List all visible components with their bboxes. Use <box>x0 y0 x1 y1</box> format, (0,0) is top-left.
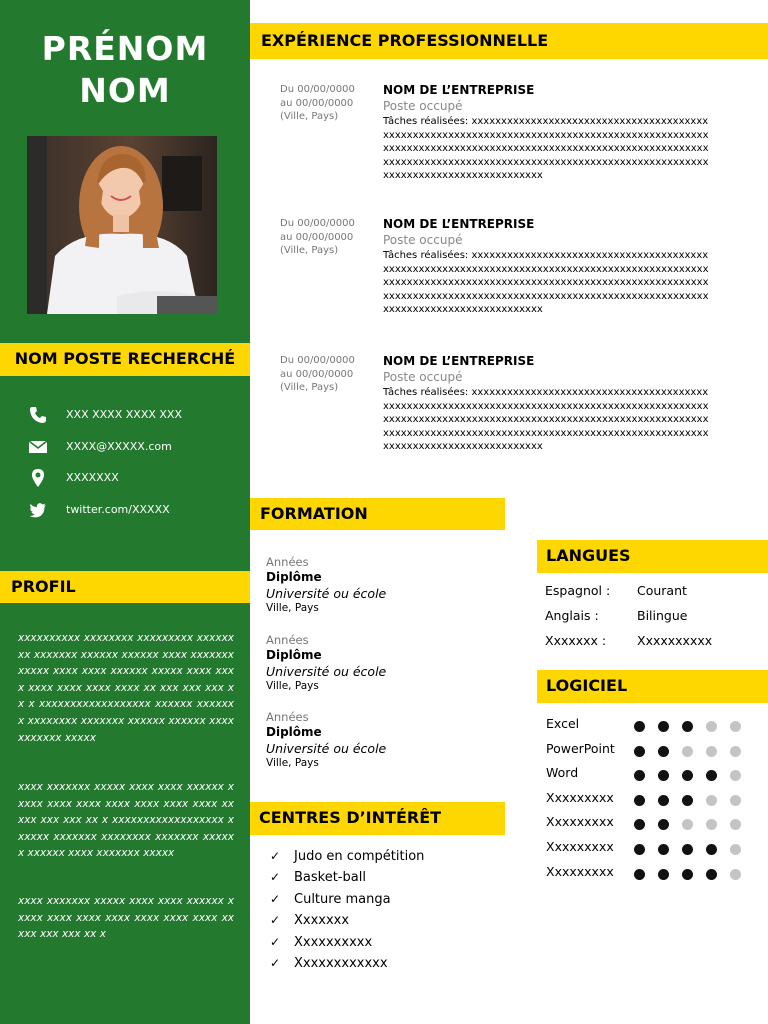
experience-heading: EXPÉRIENCE PROFESSIONNELLE <box>250 23 768 59</box>
software-name: Xxxxxxxxx <box>546 814 614 830</box>
software-name: Excel <box>546 716 580 731</box>
rating-dot-filled <box>658 844 669 855</box>
experience-dates <box>280 217 375 258</box>
place: (Ville, Pays) <box>280 245 339 256</box>
rating-dot-filled <box>682 869 693 880</box>
interest-label: Judo en compétition <box>294 849 425 864</box>
position: Poste occupé <box>383 99 463 113</box>
envelope-icon <box>28 437 48 457</box>
checkmark-icon: ✓ <box>270 891 281 906</box>
twitter-text: twitter.com/XXXXX <box>66 503 170 516</box>
tasks: Tâches réalisées: xxxxxxxxxxxxxxxxxxxxxxxxxxxxxxxxxxxxxxxxxxxxxxxxxxxxxxxxxxxxxxxxxxxxxxxxxxxxxxxxxxxxxxxxxxxxxxxxxxxxxxxxxxxxxxxxxxxxxxxxxxxxxxxxxxxxxxxxxxxxxxxxxxxxxxxxxxxxxxxxxxxxxxxxxxxxxxxxxxxxxxxxxxxxxxxxxxxxxxxxxxxxxxxxxxxxxxxxxxxxxxxxxxxxxxxx <box>383 387 709 452</box>
software-row <box>546 814 766 832</box>
rating-dot-empty <box>730 746 741 757</box>
company-name: NOM DE L’ENTREPRISE <box>383 354 535 368</box>
interest-label: Culture manga <box>294 891 391 907</box>
rating-dot-filled <box>634 770 645 781</box>
language-level: Courant <box>637 583 687 598</box>
language-level: Bilingue <box>637 608 688 623</box>
interest-item <box>270 953 500 974</box>
rating-dot-filled <box>706 869 717 880</box>
education-item <box>266 555 466 615</box>
interest-label: Xxxxxxxxxx <box>294 934 373 950</box>
education-location: Ville, Pays <box>266 680 319 692</box>
software-heading: LOGICIEL <box>537 670 768 703</box>
education-item <box>266 710 466 770</box>
experience-body <box>383 354 713 454</box>
rating-dot-filled <box>634 844 645 855</box>
checkmark-icon: ✓ <box>270 849 281 863</box>
position: Poste occupé <box>383 233 463 247</box>
education-degree: Diplôme <box>266 648 322 662</box>
rating-dot-filled <box>658 721 669 732</box>
education-years: Années <box>266 555 309 569</box>
rating-dot-empty <box>706 819 717 830</box>
rating-dot-filled <box>658 746 669 757</box>
location-text: XXXXXXX <box>66 471 119 484</box>
software-row <box>546 716 766 734</box>
rating-dot-empty <box>730 795 741 806</box>
software-name: PowerPoint <box>546 740 615 756</box>
rating-dot-filled <box>634 721 645 732</box>
place: (Ville, Pays) <box>280 111 339 122</box>
education-location: Ville, Pays <box>266 757 319 769</box>
profile-paragraph: xxxx xxxxxxx xxxxx xxxx xxxx xxxxxx xxxxx xxxx xxxx xxxx xxxx xxxx xxxx xx xxx xxx xxx xx x <box>18 895 234 941</box>
profile-heading: PROFIL <box>0 571 250 603</box>
date-from: Du 00/00/0000 <box>280 84 355 95</box>
rating-dot-filled <box>682 721 693 732</box>
place: (Ville, Pays) <box>280 382 339 393</box>
rating-dot-empty <box>706 746 717 757</box>
rating-dot-empty <box>706 721 717 732</box>
education-location: Ville, Pays <box>266 602 319 614</box>
job-title-banner: NOM POSTE RECHERCHÉ <box>0 343 250 376</box>
software-row <box>546 741 766 759</box>
first-name: PRÉNOM <box>41 29 209 68</box>
rating-dot-filled <box>682 844 693 855</box>
software-name: Xxxxxxxxx <box>546 839 614 854</box>
software-name: Xxxxxxxxx <box>546 863 614 879</box>
rating-dot-filled <box>706 770 717 781</box>
position: Poste occupé <box>383 370 463 384</box>
profile-photo <box>27 136 217 314</box>
rating-dot-filled <box>682 770 693 781</box>
tasks: Tâches réalisées: xxxxxxxxxxxxxxxxxxxxxxxxxxxxxxxxxxxxxxxxxxxxxxxxxxxxxxxxxxxxxxxxxxxxxxxxxxxxxxxxxxxxxxxxxxxxxxxxxxxxxxxxxxxxxxxxxxxxxxxxxxxxxxxxxxxxxxxxxxxxxxxxxxxxxxxxxxxxxxxxxxxxxxxxxxxxxxxxxxxxxxxxxxxxxxxxxxxxxxxxxxxxxxxxxxxxxxxxxxxxxxxxxxxxxxxx <box>383 116 709 181</box>
rating-dot-empty <box>682 819 693 830</box>
language-row <box>545 608 688 623</box>
education-school: Université ou école <box>266 664 387 679</box>
software-row <box>546 839 766 857</box>
education-years: Années <box>266 633 309 647</box>
rating-dot-empty <box>730 819 741 830</box>
profile-paragraph: xxxxxxxxxx xxxxxxxx xxxxxxxxx xxxxxxxx xxxxxxx xxxxxx xxxxxx xxxx xxxxxxx xxxxx xxxx xxxx xxxxxx xxxxx xxxx xxxx xxxx xxxx xxxx xxxx xx xxx xxx xxx xx x xxxxxxxxxxxxxxxxxx xxxxxx xxxxxxx xxxxxxxx xxxxxxx xxxxxx xxxxxx xxxx xxxxxxx xxxxx <box>18 632 234 744</box>
language-name: Espagnol : <box>545 583 611 598</box>
date-to: au 00/00/0000 <box>280 97 354 109</box>
rating-dot-filled <box>634 795 645 806</box>
rating-dot-empty <box>682 746 693 757</box>
language-row <box>545 583 687 598</box>
tasks: Tâches réalisées: xxxxxxxxxxxxxxxxxxxxxxxxxxxxxxxxxxxxxxxxxxxxxxxxxxxxxxxxxxxxxxxxxxxxxxxxxxxxxxxxxxxxxxxxxxxxxxxxxxxxxxxxxxxxxxxxxxxxxxxxxxxxxxxxxxxxxxxxxxxxxxxxxxxxxxxxxxxxxxxxxxxxxxxxxxxxxxxxxxxxxxxxxxxxxxxxxxxxxxxxxxxxxxxxxxxxxxxxxxxxxxxxxxxxxxxx <box>383 250 709 315</box>
software-name: Word <box>546 765 579 781</box>
date-to: au 00/00/0000 <box>280 368 354 380</box>
interest-label: Xxxxxxx <box>294 913 350 929</box>
rating-dot-filled <box>634 819 645 830</box>
interest-label: Xxxxxxxxxxxx <box>294 956 388 972</box>
language-level: Xxxxxxxxxx <box>637 633 713 648</box>
profile-paragraph: xxxx xxxxxxx xxxxx xxxx xxxx xxxxxx xxxxx xxxx xxxx xxxx xxxx xxxx xxxx xx xxx xxx xxx xx x xxxxxxxxxxxxxxxxxx xxxxxx xxxxxxx xxxxxxxx xxxxxxx xxxxxx xxxxxx xxxx xxxxxxx xxxxx <box>18 781 234 860</box>
interest-item <box>270 846 500 867</box>
rating-dot-filled <box>682 795 693 806</box>
software-row <box>546 765 766 783</box>
experience-body <box>383 83 713 183</box>
rating-dot-empty <box>730 770 741 781</box>
interest-item <box>270 867 500 888</box>
candidate-name <box>0 28 250 112</box>
rating-dot-empty <box>730 869 741 880</box>
date-from: Du 00/00/0000 <box>280 218 355 229</box>
education-degree: Diplôme <box>266 570 322 584</box>
interest-item <box>270 910 500 931</box>
phone-text: XXX XXXX XXXX XXX <box>66 408 182 421</box>
software-row <box>546 864 766 882</box>
checkmark-icon: ✓ <box>270 870 281 885</box>
language-row <box>545 633 713 648</box>
date-from: Du 00/00/0000 <box>280 355 355 366</box>
rating-dot-filled <box>658 770 669 781</box>
education-item <box>266 633 466 693</box>
rating-dot-filled <box>658 795 669 806</box>
languages-heading: LANGUES <box>537 540 768 573</box>
software-row <box>546 790 766 808</box>
software-name: Xxxxxxxxx <box>546 789 614 805</box>
experience-body <box>383 217 713 317</box>
twitter-icon <box>28 500 48 520</box>
rating-dot-filled <box>706 844 717 855</box>
company-name: NOM DE L’ENTREPRISE <box>383 217 535 231</box>
date-to: au 00/00/0000 <box>280 231 354 243</box>
rating-dot-filled <box>634 869 645 880</box>
interest-item <box>270 889 500 910</box>
rating-dot-empty <box>706 795 717 806</box>
interests-heading: CENTRES D’INTÉRÊT <box>250 802 505 835</box>
interests-list <box>270 846 500 974</box>
portrait-image <box>27 136 217 314</box>
interest-label: Basket-ball <box>294 870 366 886</box>
rating-dot-filled <box>658 869 669 880</box>
checkmark-icon: ✓ <box>270 913 281 928</box>
rating-dot-filled <box>634 746 645 757</box>
location-pin-icon <box>28 468 48 488</box>
education-heading: FORMATION <box>250 498 505 530</box>
experience-dates <box>280 354 375 395</box>
last-name: NOM <box>79 71 171 110</box>
rating-dot-filled <box>658 819 669 830</box>
education-years: Années <box>266 710 309 724</box>
checkmark-icon: ✓ <box>270 934 281 949</box>
experience-dates <box>280 83 375 124</box>
email-text: XXXX@XXXXX.com <box>66 440 172 453</box>
rating-dot-empty <box>730 721 741 732</box>
company-name: NOM DE L’ENTREPRISE <box>383 83 535 97</box>
education-school: Université ou école <box>266 586 387 601</box>
education-degree: Diplôme <box>266 725 322 739</box>
interest-item <box>270 932 500 953</box>
education-school: Université ou école <box>266 741 387 756</box>
checkmark-icon: ✓ <box>270 956 281 971</box>
language-name: Anglais : <box>545 608 599 623</box>
phone-icon <box>28 405 48 425</box>
rating-dot-empty <box>730 844 741 855</box>
language-name: Xxxxxxx : <box>545 633 607 648</box>
